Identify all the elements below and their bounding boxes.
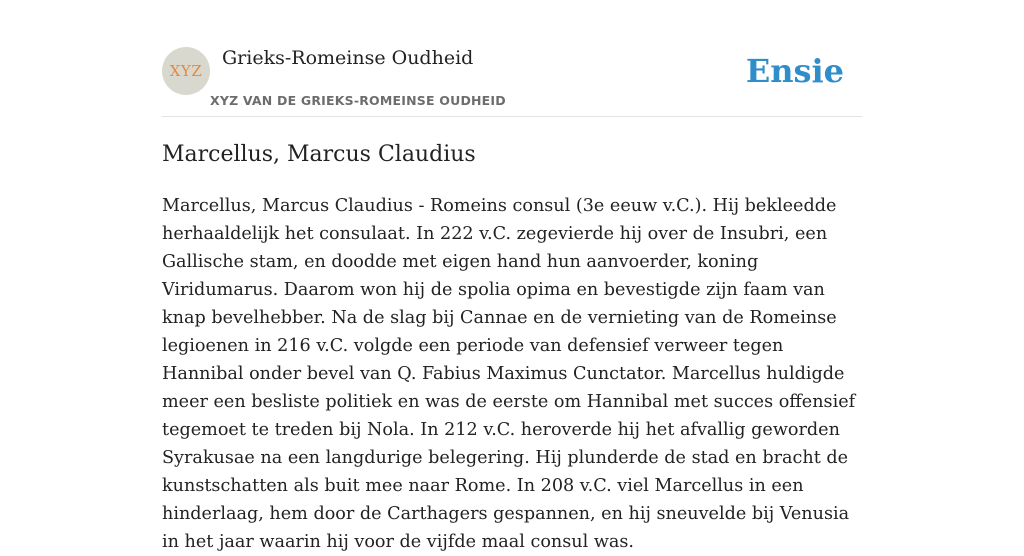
- source-title[interactable]: Grieks-Romeinse Oudheid: [222, 47, 474, 69]
- article-title: Marcellus, Marcus Claudius: [162, 142, 476, 167]
- article-body: Marcellus, Marcus Claudius - Romeins consul (3e eeuw v.C.). Hij bekleedde herhaaldelijk het consulaat. In 222 v.C. zegevierde hij over de Insubri, een Gallische stam, en doodde met eigen hand hun aanvoerder, koning Viridumarus. Daarom won hij de spolia opima en bevestigde zijn faam van knap bevelhebber. Na de slag bij Cannae en de vernieting van de Romeinse legioenen in 216 v.C. volgde een periode van defensief verweer tegen Hannibal onder bevel van Q. Fabius Maximus Cunctator. Marcellus huldigde meer een besliste politiek en was de eerste om Hannibal met succes offensief tegemoet te treden bij Nola. In 212 v.C. heroverde hij het afvallig geworden Syrakusae na een langdurige belegering. Hij plunderde de stad en bracht de kunstschatten als buit mee naar Rome. In 208 v.C. viel Marcellus in een hinderlaag, hem door de Carthagers gespannen, en hij sneuvelde bij Venusia in het jaar waarin hij voor de vijfde maal consul was.: [162, 196, 856, 552]
- ensie-logo[interactable]: Ensie: [745, 52, 844, 90]
- source-subtitle[interactable]: XYZ VAN DE GRIEKS-ROMEINSE OUDHEID: [210, 93, 506, 108]
- source-header: [162, 46, 862, 117]
- source-avatar[interactable]: XYZ: [162, 47, 210, 95]
